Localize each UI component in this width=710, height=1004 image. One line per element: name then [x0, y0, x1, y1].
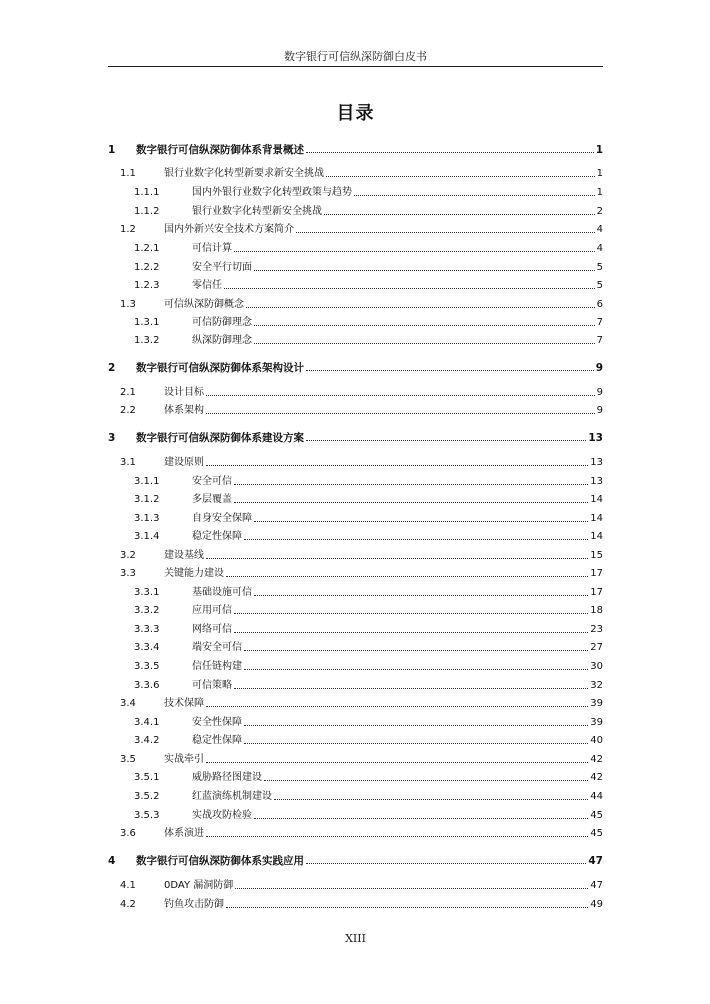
toc-entry-title: 零信任 — [192, 280, 222, 291]
toc-entry-title: 国内外新兴安全技术方案简介 — [164, 224, 294, 235]
toc-entry-number: 3.1.2 — [134, 494, 160, 505]
toc-entry-page: 14 — [590, 531, 603, 542]
toc-entry-number: 3 — [108, 432, 116, 444]
toc-entry[interactable] — [108, 490, 603, 506]
toc-entry-title: 数字银行可信纵深防御体系建设方案 — [136, 432, 304, 444]
toc-entry-number: 3.5.1 — [134, 772, 160, 783]
toc-entry[interactable] — [108, 750, 603, 766]
toc-entry-title: 钓鱼攻击防御 — [164, 899, 224, 910]
toc-entry[interactable] — [108, 331, 603, 347]
toc-dot-leader — [226, 576, 588, 577]
toc-dot-leader — [226, 907, 588, 908]
toc-entry-title: 应用可信 — [192, 605, 232, 616]
toc-entry-number: 4 — [108, 855, 116, 867]
toc-entry[interactable] — [108, 787, 603, 803]
toc-entry-number: 4.2 — [120, 899, 136, 910]
toc-entry-number: 1.2.2 — [134, 262, 160, 273]
toc-entry-title: 设计目标 — [164, 387, 204, 398]
toc-entry-page: 49 — [590, 899, 603, 910]
toc-entry[interactable] — [108, 876, 603, 892]
toc-entry[interactable] — [108, 601, 603, 617]
toc-entry-number: 1 — [108, 144, 116, 156]
toc-entry[interactable] — [108, 806, 603, 822]
toc-dot-leader — [264, 780, 588, 781]
toc-entry[interactable] — [108, 638, 603, 654]
toc-entry-page: 14 — [590, 494, 603, 505]
toc-entry-page: 13 — [590, 457, 603, 468]
toc-entry-page: 9 — [596, 387, 603, 398]
toc-entry-page: 4 — [596, 243, 603, 254]
toc-entry-page: 30 — [590, 661, 603, 672]
toc-dot-leader — [254, 325, 595, 326]
toc-entry[interactable] — [108, 509, 603, 525]
toc-entry-number: 3.5.3 — [134, 810, 160, 821]
toc-entry-page: 14 — [590, 513, 603, 524]
toc-entry-title: 数字银行可信纵深防御体系架构设计 — [136, 362, 304, 374]
toc-entry[interactable] — [108, 546, 603, 562]
toc-entry-page: 17 — [590, 587, 603, 598]
toc-entry-page: 45 — [590, 810, 603, 821]
toc-dot-leader — [244, 539, 588, 540]
toc-entry-number: 3.3.6 — [134, 680, 160, 691]
toc-entry-page: 13 — [590, 476, 603, 487]
toc-entry-number: 3.1.4 — [134, 531, 160, 542]
toc-entry[interactable] — [108, 527, 603, 543]
toc-dot-leader — [296, 232, 595, 233]
toc-entry-number: 1.2 — [120, 224, 136, 235]
toc-entry-page: 39 — [590, 717, 603, 728]
toc-entry-number: 1.1.2 — [134, 206, 160, 217]
toc-entry-title: 实战攻防检验 — [192, 810, 252, 821]
toc-entry-page: 1 — [596, 187, 603, 198]
toc-entry-title: 银行业数字化转型新安全挑战 — [192, 206, 322, 217]
toc-dot-leader — [206, 762, 588, 763]
toc-entry[interactable] — [108, 428, 603, 444]
toc-dot-leader — [354, 195, 595, 196]
toc-entry-page: 42 — [590, 772, 603, 783]
toc-entry-page: 47 — [588, 855, 603, 867]
toc-entry-number: 1.1 — [120, 168, 136, 179]
toc-dot-leader — [274, 799, 588, 800]
toc-dot-leader — [254, 595, 588, 596]
toc-entry-page: 42 — [590, 754, 603, 765]
toc-entry-number: 2.2 — [120, 405, 136, 416]
toc-dot-leader — [206, 413, 595, 414]
toc-entry[interactable] — [108, 731, 603, 747]
toc-entry-title: 信任链构建 — [192, 661, 242, 672]
toc-entry-title: 国内外银行业数字化转型政策与趋势 — [192, 187, 352, 198]
toc-entry-number: 3.3.5 — [134, 661, 160, 672]
toc-dot-leader — [254, 521, 588, 522]
footer-page-number: XIII — [345, 932, 366, 945]
toc-dot-leader — [306, 152, 594, 153]
toc-entry-number: 3.5 — [120, 754, 136, 765]
toc-dot-leader — [234, 502, 588, 503]
toc-entry-page: 13 — [588, 432, 603, 444]
toc-entry[interactable] — [108, 851, 603, 867]
toc-entry[interactable] — [108, 472, 603, 488]
toc-dot-leader — [206, 558, 588, 559]
toc-entry-page: 1 — [596, 168, 603, 179]
toc-entry-title: 体系演进 — [164, 828, 204, 839]
toc-entry-number: 1.2.3 — [134, 280, 160, 291]
toc-entry-number: 3.3.4 — [134, 642, 160, 653]
toc-dot-leader — [326, 176, 595, 177]
toc-entry-number: 3.1 — [120, 457, 136, 468]
toc-entry[interactable] — [108, 895, 603, 911]
toc-entry-page: 6 — [596, 299, 603, 310]
toc-entry-page: 27 — [590, 642, 603, 653]
toc-entry-title: 数字银行可信纵深防御体系背景概述 — [136, 144, 304, 156]
toc-entry-number: 3.3.1 — [134, 587, 160, 598]
toc-dot-leader — [306, 863, 586, 864]
toc-dot-leader — [234, 251, 595, 252]
toc-entry-title: 基础设施可信 — [192, 587, 252, 598]
toc-entry-number: 1.3.1 — [134, 317, 160, 328]
toc-entry-title: 体系架构 — [164, 405, 204, 416]
toc-entry-page: 32 — [590, 680, 603, 691]
toc-entry-number: 3.3.3 — [134, 624, 160, 635]
toc-entry[interactable] — [108, 713, 603, 729]
toc-entry[interactable] — [108, 768, 603, 784]
toc-entry-title: 端安全可信 — [192, 642, 242, 653]
toc-entry-number: 2 — [108, 362, 116, 374]
toc-entry[interactable] — [108, 620, 603, 636]
toc-entry-number: 3.4 — [120, 698, 136, 709]
toc-entry[interactable] — [108, 824, 603, 840]
toc-entry-title: 可信策略 — [192, 680, 232, 691]
toc-entry-number: 2.1 — [120, 387, 136, 398]
toc-entry-page: 5 — [596, 280, 603, 291]
toc-entry[interactable] — [108, 676, 603, 692]
toc-dot-leader — [244, 669, 588, 670]
toc-entry[interactable] — [108, 164, 603, 180]
toc-entry-title: 0DAY 漏洞防御 — [164, 880, 234, 891]
toc-entry-title: 数字银行可信纵深防御体系实践应用 — [136, 855, 304, 867]
toc-entry[interactable] — [108, 401, 603, 417]
toc-entry-number: 1.2.1 — [134, 243, 160, 254]
toc-entry-page: 39 — [590, 698, 603, 709]
toc-dot-leader — [234, 613, 588, 614]
toc-entry-number: 3.3 — [120, 568, 136, 579]
toc-entry-page: 47 — [590, 880, 603, 891]
toc-entry[interactable] — [108, 258, 603, 274]
toc-dot-leader — [244, 725, 588, 726]
toc-entry-page: 4 — [596, 224, 603, 235]
toc-entry-number: 4.1 — [120, 880, 136, 891]
toc-entry-number: 1.3 — [120, 299, 136, 310]
toc-dot-leader — [206, 395, 595, 396]
toc-entry[interactable] — [108, 239, 603, 255]
toc-entry[interactable] — [108, 140, 603, 156]
toc-dot-leader — [306, 440, 586, 441]
toc-entry-number: 3.6 — [120, 828, 136, 839]
toc-dot-leader — [235, 888, 588, 889]
toc-dot-leader — [254, 818, 588, 819]
toc-entry-title: 网络可信 — [192, 624, 232, 635]
toc-dot-leader — [234, 632, 588, 633]
toc-entry-title: 建设原则 — [164, 457, 204, 468]
toc-entry[interactable] — [108, 220, 603, 236]
toc-dot-leader — [254, 343, 595, 344]
toc-entry-page: 5 — [596, 262, 603, 273]
toc-entry-title: 自身安全保障 — [192, 513, 252, 524]
toc-entry-title: 纵深防御理念 — [192, 335, 252, 346]
toc-entry[interactable] — [108, 583, 603, 599]
toc-entry-title: 技术保障 — [164, 698, 204, 709]
toc-entry[interactable] — [108, 276, 603, 292]
toc-entry[interactable] — [108, 295, 603, 311]
toc-entry-title: 可信纵深防御概念 — [164, 299, 244, 310]
toc-entry-page: 40 — [590, 735, 603, 746]
toc-entry-page: 7 — [596, 317, 603, 328]
toc-entry-title: 红蓝演练机制建设 — [192, 791, 272, 802]
toc-entry[interactable] — [108, 313, 603, 329]
running-header: 数字银行可信纵深防御白皮书 — [284, 50, 427, 63]
toc-dot-leader — [244, 650, 588, 651]
toc-entry-page: 23 — [590, 624, 603, 635]
toc-entry-page: 17 — [590, 568, 603, 579]
toc-entry[interactable] — [108, 358, 603, 374]
toc-entry-page: 45 — [590, 828, 603, 839]
toc-entry-number: 3.1.3 — [134, 513, 160, 524]
toc-dot-leader — [224, 288, 595, 289]
toc-entry-title: 安全平行切面 — [192, 262, 252, 273]
toc-entry-title: 多层覆盖 — [192, 494, 232, 505]
toc-entry[interactable] — [108, 202, 603, 218]
toc-dot-leader — [254, 270, 595, 271]
toc-dot-leader — [206, 465, 588, 466]
toc-entry-title: 可信防御理念 — [192, 317, 252, 328]
toc-entry-page: 2 — [596, 206, 603, 217]
toc-entry-number: 1.3.2 — [134, 335, 160, 346]
toc-entry[interactable] — [108, 383, 603, 399]
toc-entry-number: 1.1.1 — [134, 187, 160, 198]
toc-entry-title: 威胁路径图建设 — [192, 772, 262, 783]
toc-dot-leader — [234, 484, 588, 485]
toc-entry[interactable] — [108, 694, 603, 710]
toc-dot-leader — [246, 307, 595, 308]
toc-entry-page: 15 — [590, 550, 603, 561]
toc-entry-title: 实战牵引 — [164, 754, 204, 765]
toc-entry[interactable] — [108, 183, 603, 199]
toc-dot-leader — [206, 836, 588, 837]
toc-entry-page: 1 — [595, 144, 603, 156]
toc-entry-number: 3.1.1 — [134, 476, 160, 487]
toc-entry[interactable] — [108, 453, 603, 469]
toc-entry-title: 可信计算 — [192, 243, 232, 254]
toc-entry-title: 关键能力建设 — [164, 568, 224, 579]
toc-entry-number: 3.5.2 — [134, 791, 160, 802]
toc-title: 目录 — [336, 103, 375, 124]
toc-entry-title: 建设基线 — [164, 550, 204, 561]
toc-entry-page: 7 — [596, 335, 603, 346]
toc-entry-title: 安全可信 — [192, 476, 232, 487]
toc-entry-title: 稳定性保障 — [192, 531, 242, 542]
toc-entry-title: 安全性保障 — [192, 717, 242, 728]
toc-entry-number: 3.2 — [120, 550, 136, 561]
toc-entry[interactable] — [108, 657, 603, 673]
toc-entry-number: 3.4.1 — [134, 717, 160, 728]
toc-dot-leader — [324, 214, 595, 215]
toc-entry-title: 银行业数字化转型新要求新安全挑战 — [164, 168, 324, 179]
toc-entry-number: 3.3.2 — [134, 605, 160, 616]
toc-entry-page: 9 — [596, 405, 603, 416]
toc-entry-page: 18 — [590, 605, 603, 616]
header-rule — [108, 66, 603, 67]
toc-dot-leader — [306, 370, 594, 371]
toc-entry[interactable] — [108, 564, 603, 580]
toc-entry-page: 9 — [595, 362, 603, 374]
toc-dot-leader — [206, 706, 588, 707]
toc-entry-title: 稳定性保障 — [192, 735, 242, 746]
toc-dot-leader — [234, 688, 588, 689]
toc-dot-leader — [244, 743, 588, 744]
toc-entry-number: 3.4.2 — [134, 735, 160, 746]
toc-entry-page: 44 — [590, 791, 603, 802]
